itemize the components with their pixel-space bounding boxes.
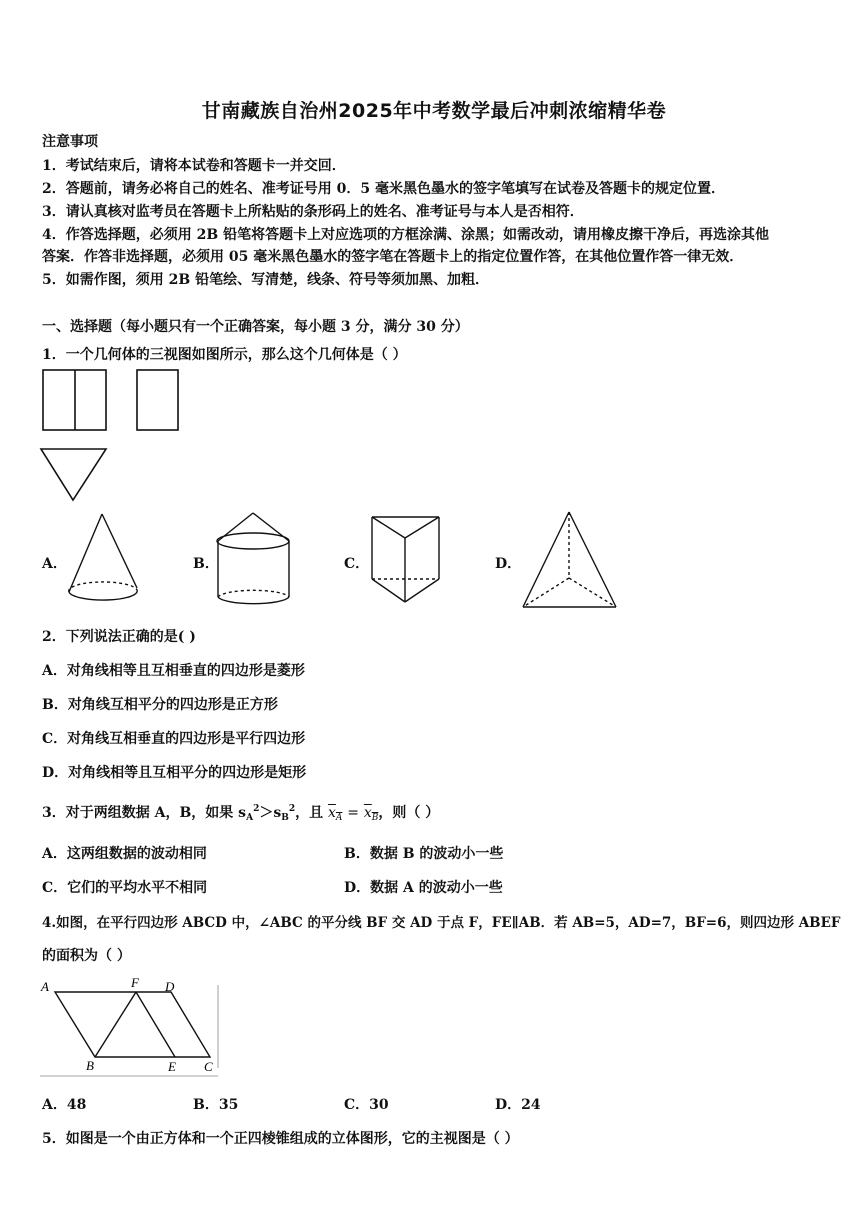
- q3-option-d: D．数据 A 的波动小一些: [344, 880, 503, 896]
- q3-option-a: A．这两组数据的波动相同: [42, 846, 207, 862]
- point-e-label: E: [168, 1059, 176, 1074]
- q5-stem: 5．如图是一个由正方体和一个正四棱锥组成的立体图形，它的主视图是（ ）: [42, 1131, 519, 1147]
- notice-item-1: 1．考试结束后，请将本试卷和答题卡一并交回．: [42, 158, 346, 174]
- q4-option-d: D．24: [495, 1097, 541, 1113]
- q4-option-b: B．35: [193, 1097, 239, 1113]
- q2-stem: 2．下列说法正确的是( ): [42, 629, 196, 645]
- point-d-label: D: [165, 979, 175, 994]
- q4-option-a: A．48: [42, 1097, 87, 1113]
- q2-option-b: B．对角线互相平分的四边形是正方形: [42, 697, 278, 713]
- q1-option-a: A．: [42, 556, 67, 572]
- point-f-label: F: [131, 975, 139, 990]
- notice-item-2: 2．答题前，请务必将自己的姓名、准考证号用 0．5 毫米黑色墨水的签字笔填写在试卷及答题卡的规定位置．: [42, 181, 725, 197]
- q4-stem-line-2: 的面积为（ ）: [42, 948, 131, 964]
- q3-option-b: B．数据 B 的波动小一些: [344, 846, 504, 862]
- notice-item-4: 4．作答选择题，必须用 2B 铅笔将答题卡上对应选项的方框涂满、涂黑；如需改动，请用橡皮擦干净后，再选涂其他: [42, 227, 770, 243]
- q1-stem: 1．一个几何体的三视图如图所示，那么这个几何体是（ ）: [42, 347, 407, 363]
- side-view: [137, 370, 178, 430]
- top-view: [41, 449, 106, 500]
- q4-option-c: C．30: [344, 1097, 389, 1113]
- q1-option-b: B．: [193, 556, 219, 572]
- q2-option-d: D．对角线相等且互相平分的四边形是矩形: [42, 765, 307, 781]
- notice-item-4-cont: 答案．作答非选择题，必须用 05 毫米黑色墨水的签字笔在答题卡上的指定位置作答，在其他位置作答一律无效．: [42, 249, 744, 265]
- notice-item-3: 3．请认真核对监考员在答题卡上所粘贴的条形码上的姓名、准考证号与本人是否相符．: [42, 204, 584, 220]
- q1-option-d: D．: [495, 556, 522, 572]
- point-b-label: B: [86, 1058, 94, 1073]
- q3-stem: 3．对于两组数据 A，B，如果 $s_A^2>s_B^2$，且 $x_A = x_B$，则（ ）: [42, 804, 440, 823]
- notice-item-5: 5．如需作图，须用 2B 铅笔绘、写清楚，线条、符号等须加黑、加粗．: [42, 272, 490, 288]
- q2-option-c: C．对角线互相垂直的四边形是平行四边形: [42, 731, 306, 747]
- section-heading: 一、选择题（每小题只有一个正确答案，每小题 3 分，满分 30 分）: [42, 319, 469, 335]
- q1-option-c: C．: [344, 556, 370, 572]
- notice-heading: 注意事项: [42, 134, 98, 150]
- q2-option-a: A．对角线相等且互相垂直的四边形是菱形: [42, 663, 305, 679]
- point-c-label: C: [204, 1059, 213, 1074]
- point-a-label: A: [41, 979, 49, 994]
- q3-option-c: C．它们的平均水平不相同: [42, 880, 208, 896]
- q4-stem-line-1: 4.如图，在平行四边形 ABCD 中，∠ABC 的平分线 BF 交 AD 于点 F，FE∥AB．若 AB=5，AD=7，BF=6，则四边形 ABEF: [42, 915, 841, 931]
- mean-b: $x_B$: [363, 805, 379, 823]
- mean-a: $x_A$: [327, 805, 343, 823]
- page-title: 甘南藏族自治州2025年中考数学最后冲刺浓缩精华卷: [201, 100, 667, 122]
